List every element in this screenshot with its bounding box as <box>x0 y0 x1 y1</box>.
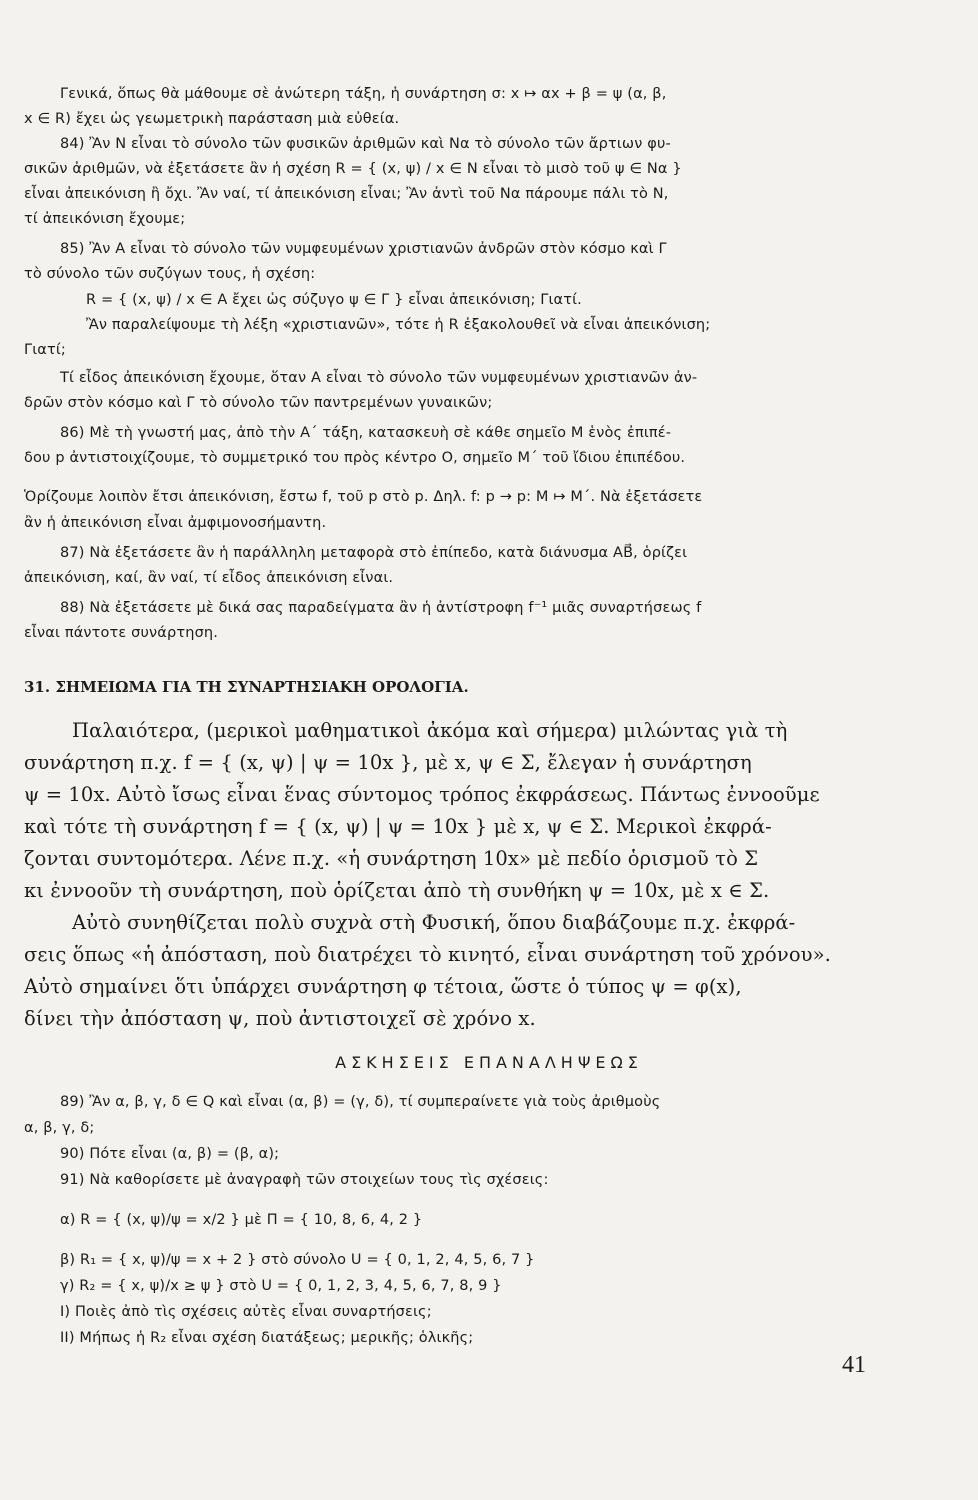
text-line: ζονται συντομότερα. Λένε π.χ. «ἡ συνάρτηση 10x» μὲ πεδίο ὁρισμοῦ τὸ Σ <box>24 847 759 870</box>
exercises-heading: ΑΣΚΗΣΕΙΣ ΕΠΑΝΑΛΗΨΕΩΣ <box>335 1053 643 1072</box>
exercise-85: 85) Ἂν A εἶναι τὸ σύνολο τῶν νυμφευμένων χριστιανῶν ἀνδρῶν στὸν κόσμο καὶ Γ <box>60 241 667 257</box>
text-line: τί ἀπεικόνιση ἔχουμε; <box>24 211 186 227</box>
exercise-89: 89) Ἂν α, β, γ, δ ∈ Q καὶ εἶναι (α, β) = (γ, δ), τί συμπεραίνετε γιὰ τοὺς ἀριθμοὺς <box>60 1094 661 1110</box>
relation-a: α) R = { (x, ψ)/ψ = x/2 } μὲ Π = { 10, 8, 6, 4, 2 } <box>60 1212 423 1228</box>
exercise-87: 87) Νὰ ἐξετάσετε ἂν ἡ παράλληλη μεταφορὰ στὸ ἐπίπεδο, κατὰ διάνυσμα AB⃗, ὁρίζει <box>60 545 688 561</box>
text-line: Αὐτὸ σημαίνει ὅτι ὑπάρχει συνάρτηση φ τέτοια, ὥστε ὁ τύπος ψ = φ(x), <box>24 975 742 998</box>
text-line: δρῶν στὸν κόσμο καὶ Γ τὸ σύνολο τῶν παντρεμένων γυναικῶν; <box>24 395 493 411</box>
text-line: Τί εἶδος ἀπεικόνιση ἔχουμε, ὅταν A εἶναι τὸ σύνολο τῶν νυμφευμένων χριστιανῶν ἀν- <box>60 370 698 386</box>
text-line: Αὐτὸ συνηθίζεται πολὺ συχνὰ στὴ Φυσική, ὅπου διαβάζουμε π.χ. ἐκφρά- <box>72 911 796 934</box>
text-line: τὸ σύνολο τῶν συζύγων τους, ἡ σχέση: <box>24 266 316 282</box>
text-line: σικῶν ἀριθμῶν, νὰ ἐξετάσετε ἂν ἡ σχέση R = { (x, ψ) / x ∈ N εἶναι τὸ μισὸ τοῦ ψ ∈ Nα } <box>24 161 682 177</box>
section-heading: 31. ΣΗΜΕΙΩΜΑ ΓΙΑ ΤΗ ΣΥΝΑΡΤΗΣΙΑΚΗ ΟΡΟΛΟΓΙΑ. <box>24 678 469 696</box>
text-line: δίνει τὴν ἀπόσταση ψ, ποὺ ἀντιστοιχεῖ σὲ χρόνο x. <box>24 1007 536 1030</box>
text-line: εἶναι πάντοτε συνάρτηση. <box>24 625 219 641</box>
text-line: Γιατί; <box>24 342 66 358</box>
relation-formula: R = { (x, ψ) / x ∈ A ἔχει ὡς σύζυγο ψ ∈ Γ } εἶναι ἀπεικόνιση; Γιατί. <box>86 292 582 308</box>
exercise-84: 84) Ἂν N εἶναι τὸ σύνολο τῶν φυσικῶν ἀριθμῶν καὶ Nα τὸ σύνολο τῶν ἄρτιων φυ- <box>60 136 671 152</box>
text-line: x ∈ R) ἔχει ὡς γεωμετρικὴ παράσταση μιὰ εὐθεία. <box>24 111 400 127</box>
exercise-90: 90) Πότε εἶναι (α, β) = (β, α); <box>60 1146 280 1162</box>
text-line: δου p ἀντιστοιχίζουμε, τὸ συμμετρικό του πρὸς κέντρο O, σημεῖο M΄ τοῦ ἴδιου ἐπιπέδου. <box>24 450 686 466</box>
relation-b: β) R₁ = { x, ψ)/ψ = x + 2 } στὸ σύνολο U = { 0, 1, 2, 4, 5, 6, 7 } <box>60 1252 535 1268</box>
question-i: I) Ποιὲς ἀπὸ τὶς σχέσεις αὐτὲς εἶναι συναρτήσεις; <box>60 1304 432 1320</box>
text-line: Γενικά, ὅπως θὰ μάθουμε σὲ ἀνώτερη τάξη, ἡ συνάρτηση σ: x ↦ αx + β = ψ (α, β, <box>60 86 667 102</box>
text-line: κι ἐννοοῦν τὴ συνάρτηση, ποὺ ὁρίζεται ἀπὸ τὴ συνθήκη ψ = 10x, μὲ x ∈ Σ. <box>24 879 770 902</box>
text-line: Ὁρίζουμε λοιπὸν ἔτσι ἀπεικόνιση, ἔστω f, τοῦ p στὸ p. Δηλ. f: p → p: M ↦ M΄. Νὰ ἐξετάσετε <box>24 489 703 505</box>
exercise-88: 88) Νὰ ἐξετάσετε μὲ δικά σας παραδείγματα ἂν ἡ ἀντίστροφη f⁻¹ μιᾶς συναρτήσεως f <box>60 600 702 616</box>
text-line: α, β, γ, δ; <box>24 1120 95 1136</box>
question-ii: II) Μήπως ἡ R₂ εἶναι σχέση διατάξεως; μερικῆς; ὁλικῆς; <box>60 1330 474 1346</box>
relation-c: γ) R₂ = { x, ψ)/x ≥ ψ } στὸ U = { 0, 1, 2, 3, 4, 5, 6, 7, 8, 9 } <box>60 1278 502 1294</box>
text-line: ἀπεικόνιση, καί, ἂν ναί, τί εἶδος ἀπεικόνιση εἶναι. <box>24 570 394 586</box>
text-line: εἶναι ἀπεικόνιση ἢ ὄχι. Ἂν ναί, τί ἀπεικόνιση εἶναι; Ἂν ἀντὶ τοῦ Nα πάρουμε πάλι τὸ N, <box>24 186 669 202</box>
text-line: καὶ τότε τὴ συνάρτηση f = { (x, ψ) | ψ = 10x } μὲ x, ψ ∈ Σ. Μερικοὶ ἐκφρά- <box>24 815 772 838</box>
text-line: ἂν ἡ ἀπεικόνιση εἶναι ἀμφιμονοσήμαντη. <box>24 515 327 531</box>
text-line: Παλαιότερα, (μερικοὶ μαθηματικοὶ ἀκόμα καὶ σήμερα) μιλώντας γιὰ τὴ <box>72 719 788 742</box>
exercise-91: 91) Νὰ καθορίσετε μὲ ἀναγραφὴ τῶν στοιχείων τους τὶς σχέσεις: <box>60 1172 549 1188</box>
page-number: 41 <box>842 1352 866 1378</box>
text-line: συνάρτηση π.χ. f = { (x, ψ) | ψ = 10x }, μὲ x, ψ ∈ Σ, ἔλεγαν ἡ συνάρτηση <box>24 751 752 774</box>
text-line: σεις ὅπως «ἡ ἀπόσταση, ποὺ διατρέχει τὸ κινητό, εἶναι συνάρτηση τοῦ χρόνου». <box>24 943 831 966</box>
text-line: ψ = 10x. Αὐτὸ ἴσως εἶναι ἕνας σύντομος τρόπος ἐκφράσεως. Πάντως ἐννοοῦμε <box>24 783 820 806</box>
text-line: Ἂν παραλείψουμε τὴ λέξη «χριστιανῶν», τότε ἡ R ἐξακολουθεῖ νὰ εἶναι ἀπεικόνιση; <box>86 317 711 333</box>
exercise-86: 86) Μὲ τὴ γνωστή μας, ἀπὸ τὴν Α΄ τάξη, κατασκευὴ σὲ κάθε σημεῖο M ἑνὸς ἐπιπέ- <box>60 425 672 441</box>
